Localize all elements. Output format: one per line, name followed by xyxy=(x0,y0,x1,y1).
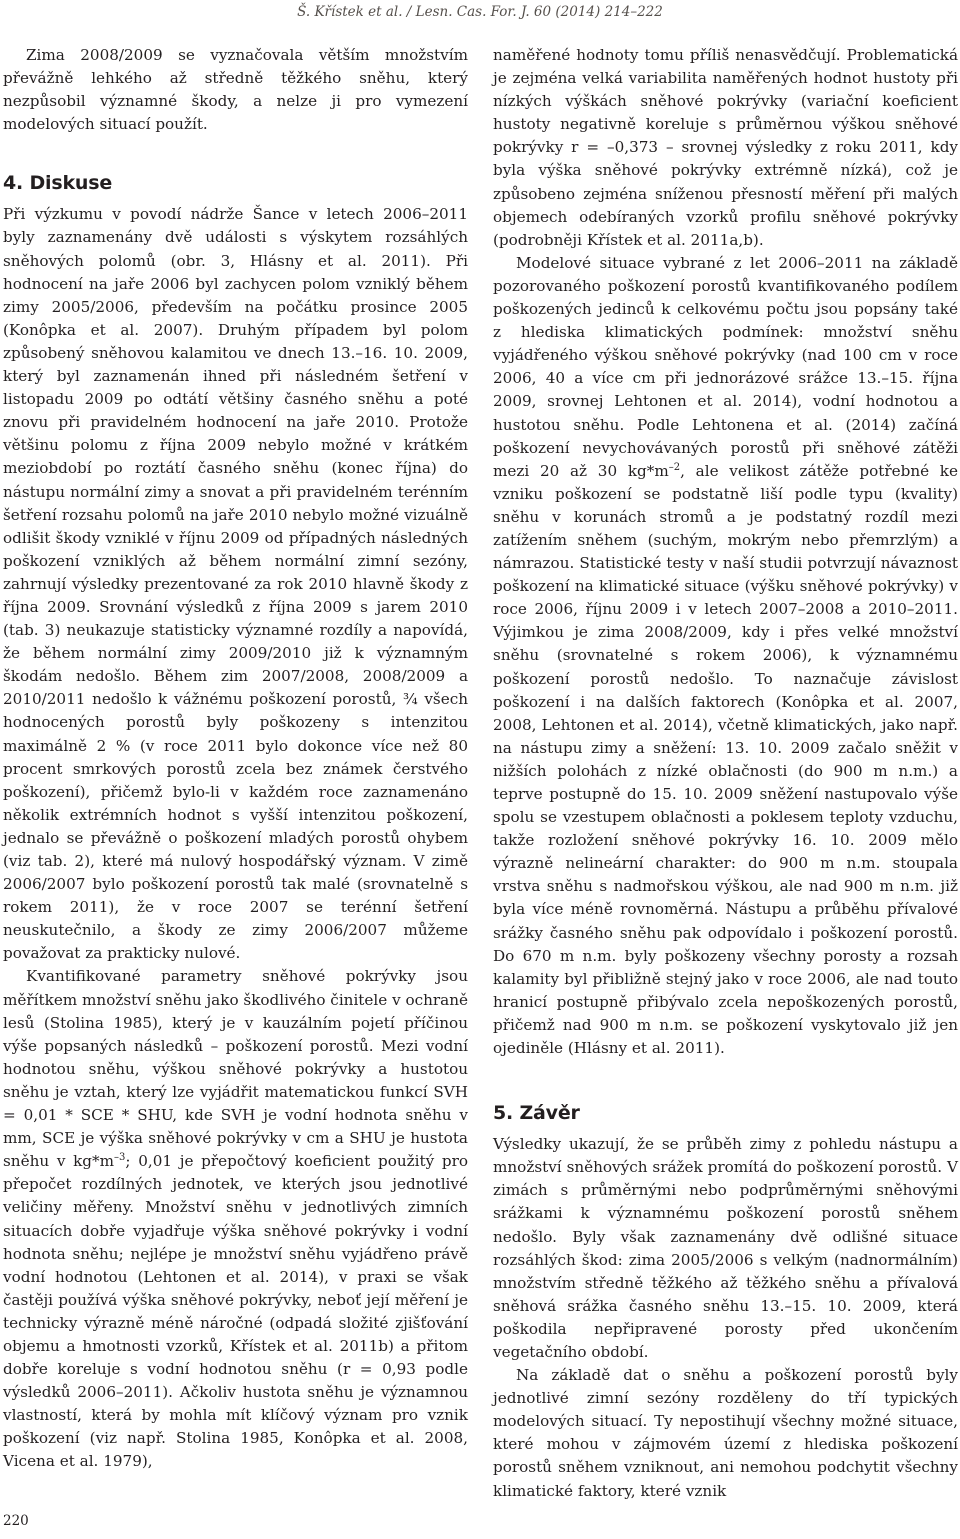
left-column xyxy=(3,44,468,1474)
diskuse-paragraph-1: Při výzkumu v povodí nádrže Šance v letech 2006–2011 byly zaznamenány dvě události s výskytem rozsáhlých sněhových polomů (obr. 3, Hlásny et al. 2011). Při hodnocení na jaře 2006 byl zachycen polom vzniklý během zimy 2005/2006, především na počátku prosince 2005 (Konôpka et al. 2007). Druhým případem byl polom způsobený sněhovou kalamitou ve dnech 13.–16. 10. 2009, který byl zaznamenán ihned při následném šetření v listopadu 2009 po odtátí většiny časného sněhu a poté znovu při pravidelném hodnocení na jaře 2010. Protože většinu polomu z října 2009 nebylo možné v krátkém meziobdobí po roztátí časného sněhu (konec října) do nástupu normální zimy a snovat a při pravidelném terénním šetření rozsahu polomů na jaře 2010 nebylo možné vizuálně odlišit škody vzniklé v říjnu 2009 od případných následných poškození vzniklých až během normální zimní sezóny, zahrnují výsledky prezentované za rok 2010 hlavně škody z října 2009. Srovnání výsledků z října 2009 s jarem 2010 (tab. 3) neukazuje statisticky významné rozdíly a napovídá, že během normální zimy 2009/2010 již k významným škodám nedošlo. Během zim 2007/2008, 2008/2009 a 2010/2011 nedošlo k vážnému poškození porostů, ¾ všech hodnocených porostů byly poškozeny s intenzitou maximálně 2 % (v roce 2011 bylo dokonce více než 80 procent smrkových porostů zcela bez známek čerstvého poškození), přičemž bylo-li v každém roce zaznamenáno několik extrémních hodnot s vyšší intenzitou poškození, jednalo se převážně o poškození mladých porostů ohybem (viz tab. 2), které má nulový hospodářský význam. V zimě 2006/2007 bylo poškození porostů tak malé (srovnatelně s rokem 2011), že v roce 2007 se terénní šetření neuskutečnilo, a škody ze zimy 2006/2007 můžeme považovat za prakticky nulové. xyxy=(3,205,468,963)
superscript-unit: –3 xyxy=(114,1152,126,1164)
diskuse-paragraph-2 xyxy=(3,965,468,1473)
diskuse-paragraph-2-part-a: Kvantifikované parametry sněhové pokrývky jsou měřítkem množství sněhu jako škodlivého činitele v ochraně lesů (Stolina 1985), který je v kauzálním pojetí příčinou výše popsaných následků – poškození porostů. Mezi vodní hodnotou sněhu, výškou sněhové pokrývky a hustotou sněhu je vztah, který lze vyjádřit matematickou funkcí SVH = 0,01 * SCE * SHU, kde SVH je vodní hodnota sněhu v mm, SCE je výška sněhové pokrývky v cm a SHU je hustota sněhu v kg*m xyxy=(3,967,468,1171)
running-header: Š. Křístek et al. / Lesn. Cas. For. J. 60 (2014) 214–222 xyxy=(297,4,663,20)
superscript-unit: –2 xyxy=(668,461,681,473)
diskuse-paragraph-3-part-a: Modelové situace vybrané z let 2006–2011 na základě pozorovaného poškození porostů kvantifikovaného podílem poškozených jedinců k celkovému počtu jsou popsány také z hlediska klimatických podmínek: množství sněhu vyjádřeného výškou sněhové pokrývky (nad 100 cm v roce 2006, 40 a více cm při jednorázové srážce 13.–15. října 2009, srovnej Lehtonen et al. 2014), vodní hodnotou a hustotou sněhu. Podle Lehtonena et al. (2014) začíná poškození nevychovávaných porostů při sněhové zátěži mezi 20 až 30 kg*m xyxy=(493,253,958,480)
diskuse-paragraph-2-part-b: ; 0,01 je přepočtový koeficient použitý pro přepočet rozdílných jednotek, ve kterých jsou jednotlivé veličiny měřeny. Množství sněhu v jednotlivých zimních situacích dobře vyjadřuje výška sněhové pokrývky i vodní hodnota sněhu; nejlépe je množství sněhu vyjádřeno právě vodní hodnotou (Lehtonen et al. 2014), v praxi se však častěji používá výška sněhové pokrývky, neboť její měření je technicky výrazně méně náročné (odpadá složité zjišťování objemu a hmotnosti vzorků, Křístek et al. 2011b) a přitom dobře koreluje s vodní hodnotou sněhu (r = 0,93 podle výsledků 2006–2011). Ačkoliv hustota sněhu je významnou vlastností, která by mohla mít klíčový význam pro vznik poškození (viz např. Stolina 1985, Konôpka et al. 2008, Vicena et al. 1979), xyxy=(3,1152,468,1471)
page-number: 220 xyxy=(3,1513,29,1529)
diskuse-paragraph-3 xyxy=(493,252,958,1060)
zaver-paragraph-1: Výsledky ukazují, že se průběh zimy z pohledu nástupu a množství sněhových srážek promítá do poškození porostů. V zimách s průměrnými nebo podprůměrnými sněhovými srážkami k významnému poškození porostů sněhem nedošlo. Byly však zaznamenány dvě odlišné situace rozsáhlých škod: zima 2005/2006 s velkým (nadnormálním) množstvím středně těžkého až těžkého sněhu a přívalová sněhová srážka časného sněhu 13.–15. 10. 2009, která poškodila nepřipravené porosty před ukončením vegetačního období. xyxy=(493,1135,958,1361)
zaver-paragraph-2: Na základě dat o sněhu a poškození porostů byly jednotlivé zimní sezóny rozděleny do tří typických modelových situací. Ty nepostihují všechny možné situace, které mohou v zájmovém území z hlediska poškození porostů sněhem vzniknout, ani nemohou podchytit všechny klimatické faktory, které vznik xyxy=(493,1366,958,1500)
continuation-paragraph: naměřené hodnoty tomu příliš nenasvědčují. Problematická je zejména velká variabilita naměřených hodnot hustoty při nízkých výškách sněhové pokrývky (variační koeficient hustoty negativně koreluje s průměrnou výškou sněhové pokrývky r = –0,373 – srovnej výsledky z roku 2011, kdy byla výška sněhové pokrývky extrémně nízká), což je způsobeno zejména sníženou přesností měření při malých objemech odebíraných vzorků profilu sněhové pokrývky (podrobněji Křístek et al. 2011a,b). xyxy=(493,46,958,249)
intro-paragraph: Zima 2008/2009 se vyznačovala větším množstvím převážně lehkého až středně těžkého sněhu, který nezpůsobil významné škody, a nelze ji pro vymezení modelových situací použít. xyxy=(3,46,468,134)
section-heading-diskuse: 4. Diskuse xyxy=(3,172,113,195)
section-heading-zaver: 5. Závěr xyxy=(493,1102,580,1125)
right-column xyxy=(493,44,958,1503)
diskuse-paragraph-3-part-b: , ale velikost zátěže potřebné ke vzniku poškození se podstatně liší podle typu (kvality) sněhu v korunách stromů a je podstatný rozdíl mezi zatížením sněhem (suchým, mokrým nebo přemrzlým) a námrazou. Statistické testy v naší studii potvrzují návaznost poškození na klimatické situace (výšku sněhové pokrývky) v roce 2006, říjnu 2009 i v letech 2007–2008 a 2010–2011. Výjimkou je zima 2008/2009, kdy i přes velké množství sněhu (srovnatelné s rokem 2006), k významnému poškození porostů nedošlo. To naznačuje závislost poškození i na dalších faktorech (Konôpka et al. 2007, 2008, Lehtonen et al. 2014), včetně klimatických, jako např. na nástupu zimy a sněžení: 13. 10. 2009 začalo sněžit v nižších polohách z nízké oblačnosti (do 900 m n.m.) a teprve postupně do 15. 10. 2009 sněžení nastupovalo výše spolu se vzestupem oblačnosti a poklesem teploty vzduchu, takže rozložení sněhové pokrývky 16. 10. 2009 mělo výrazně nelineární charakter: do 900 m n.m. stoupala vrstva sněhu s nadmořskou výškou, ale nad 900 m n.m. již byla více méně rovnoměrná. Nástupu a průběhu přívalové srážky časného sněhu pak odpovídalo i poškození porostů. Do 670 m n.m. byly poškozeny všechny porosty a rozsah kalamity byl přibližně stejný jako v roce 2006, ale nad touto hranicí postupně přibývalo zcela nepoškozených porostů, přičemž nad 900 m n.m. se poškození vyskytovalo již jen ojediněle (Hlásny et al. 2011). xyxy=(493,461,958,1058)
